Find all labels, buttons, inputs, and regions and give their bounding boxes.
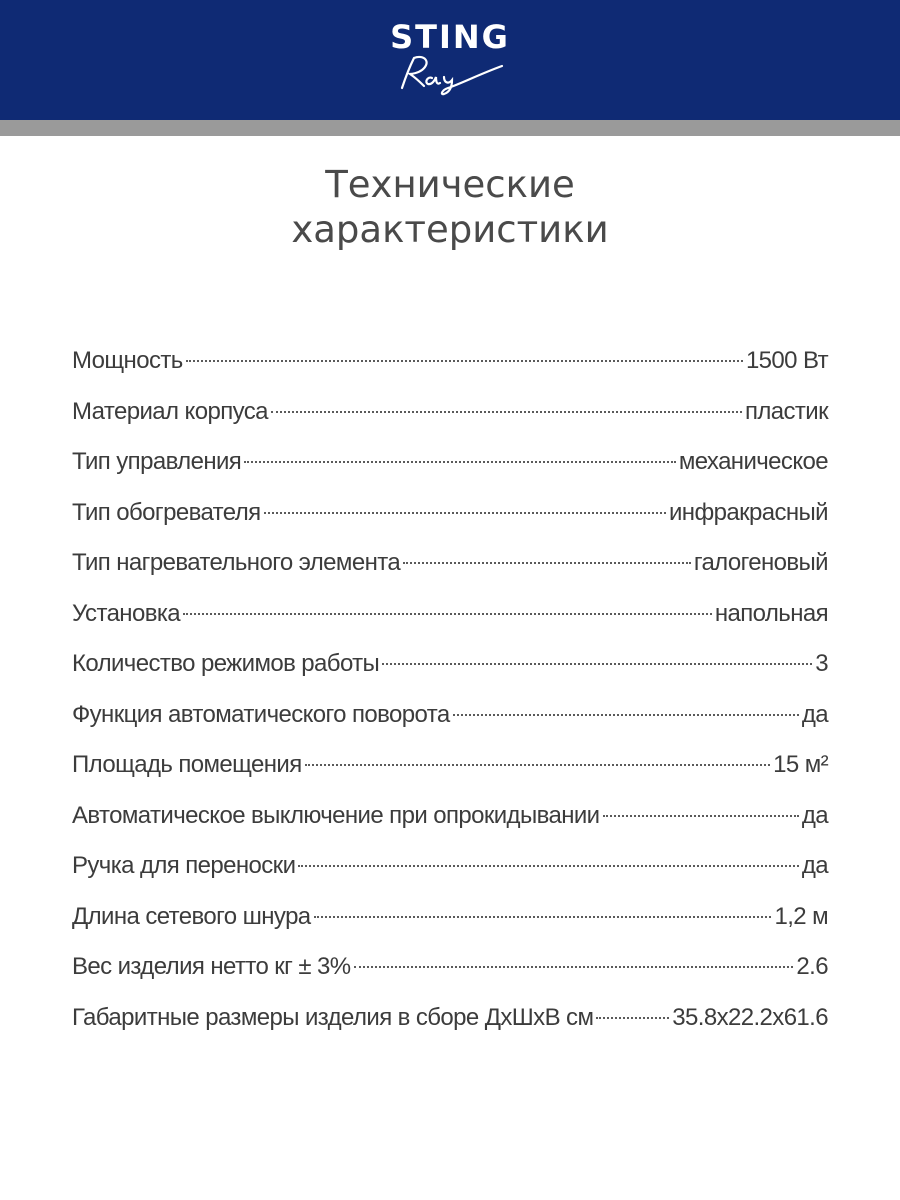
spec-row (72, 538, 828, 589)
spec-label: Установка (72, 599, 181, 627)
spec-row (72, 841, 828, 892)
dot-leader (403, 562, 691, 564)
spec-value: 1,2 м (774, 902, 828, 930)
spec-row (72, 892, 828, 943)
spec-row (72, 437, 828, 488)
brand-logo (0, 18, 900, 98)
spec-row (72, 942, 828, 993)
header-stripe (0, 120, 900, 136)
spec-value: 3 (815, 650, 828, 677)
spec-value: механическое (678, 448, 828, 475)
dot-leader (271, 411, 742, 413)
spec-label: Длина сетевого шнура (72, 902, 311, 930)
page-title (0, 162, 900, 252)
header-banner (0, 0, 900, 120)
spec-value: 35.8х22.2х61.6 (672, 1003, 828, 1031)
spec-row (72, 589, 828, 640)
spec-row (72, 740, 828, 791)
spec-row (72, 387, 828, 438)
dot-leader (382, 663, 812, 665)
brand-script-logo (380, 52, 520, 98)
dot-leader (305, 764, 771, 766)
dot-leader (314, 916, 772, 918)
dot-leader (186, 360, 743, 362)
spec-row (72, 639, 828, 690)
spec-row (72, 993, 828, 1044)
dot-leader (596, 1017, 669, 1019)
title-line-2: характеристики (291, 208, 609, 251)
spec-value: да (801, 700, 828, 728)
title-line-1: Технические (325, 163, 575, 206)
spec-row (72, 690, 828, 741)
spec-value: 1500 Вт (745, 347, 828, 374)
spec-value: 2.6 (796, 953, 828, 980)
dot-leader (244, 461, 676, 463)
spec-label: Тип обогревателя (72, 498, 261, 526)
spec-label: Тип нагревательного элемента (72, 549, 401, 576)
spec-value: да (801, 852, 828, 879)
brand-name: STING (390, 18, 510, 56)
spec-row (72, 488, 828, 539)
spec-label: Количество режимов работы (72, 650, 380, 677)
dot-leader (354, 966, 794, 968)
spec-label: Материал корпуса (72, 397, 268, 425)
specs-list (72, 336, 828, 1043)
spec-value: да (801, 801, 828, 829)
dot-leader (603, 815, 799, 817)
dot-leader (264, 512, 666, 514)
dot-leader (298, 865, 798, 867)
spec-label: Площадь помещения (72, 751, 302, 778)
spec-value: пластик (744, 397, 828, 425)
spec-label: Автоматическое выключение при опрокидывании (72, 801, 600, 829)
spec-value: 15 м² (773, 751, 828, 778)
spec-label: Тип управления (72, 448, 242, 475)
spec-value: инфракрасный (668, 498, 828, 526)
spec-label: Функция автоматического поворота (72, 700, 450, 728)
spec-label: Вес изделия нетто кг ± 3% (72, 953, 351, 980)
dot-leader (453, 714, 799, 716)
spec-value: галогеновый (693, 549, 828, 576)
spec-row (72, 791, 828, 842)
spec-row (72, 336, 828, 387)
spec-label: Габаритные размеры изделия в сборе ДхШхВ см (72, 1003, 594, 1031)
spec-label: Ручка для переноски (72, 852, 296, 879)
spec-value: напольная (714, 599, 828, 627)
spec-label: Мощность (72, 347, 183, 374)
dot-leader (183, 613, 712, 615)
